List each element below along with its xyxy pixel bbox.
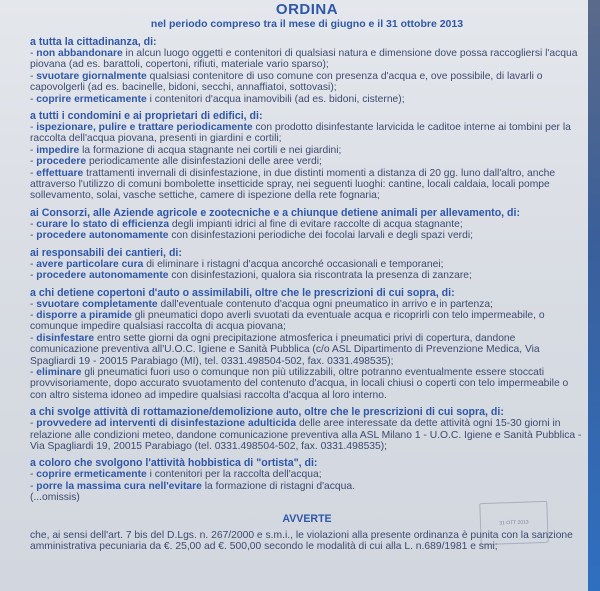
section-item: - avere particolare cura di eliminare i ristagni d'acqua ancorché occasionali e temporanei; <box>30 258 444 270</box>
section <box>30 110 584 202</box>
section-heading: a tutti i condomini e ai proprietari di edifici, di: <box>30 110 263 123</box>
item-lead: procedere autonomamente <box>36 270 169 282</box>
item-text: i contenitori d'acqua inamovibili (ad es. bidoni, cisterne); <box>146 93 405 105</box>
item-text: con prodotto disinfestante larvicida le caditoe interne ai tombini per la raccolta dell'acqua piovana, presenti in giardini e cortili; <box>30 122 571 145</box>
section-heading: a coloro che svolgono l'attività hobbistica di "ortista", di: <box>30 457 318 470</box>
section-item: - procedere periodicamente alle disinfestazioni delle aree verdi; <box>30 156 322 168</box>
section <box>30 247 584 282</box>
item-text: trattamenti invernali di disinfestazione, in due distinti momenti a distanza di 20 gg. luno dall'altro, anche attraverso l'utilizzo di comuni bombolette insetticide spray, nei seguenti luoghi: cantine, locali caldaia, locali pompe sollevamento, solai, vasche settiche, camere di ispezione della rete fognaria; <box>30 167 556 202</box>
section-item: - svuotare completamente dall'eventuale contenuto d'acqua ogni pneumatico in arrivo e in partenza; <box>30 298 493 310</box>
item-lead: provvedere ad interventi di disinfestazione adulticida <box>36 418 297 430</box>
section-item: - procedere autonomamente con disinfestazioni periodiche dei focolai larvali e degli spazi verdi; <box>30 230 473 242</box>
item-text: la formazione di acqua stagnante nei cortili e nei giardini; <box>79 144 342 156</box>
section-item: - impedire la formazione di acqua stagnante nei cortili e nei giardini; <box>30 144 342 156</box>
item-text: qualsiasi contenitore di uso comune con presenza d'acqua e, ove possibile, di lavarli o capovolgerli (ad es. bacinelle, bidoni, secchi, annaffiatoi, sottovasi); <box>30 70 543 94</box>
avverte-title: AVVERTE <box>282 512 332 525</box>
item-lead: curare lo stato di efficienza <box>36 218 170 230</box>
item-text: in alcun luogo oggetti e contenitori di qualsiasi natura e dimensione dove possa raccogliersi l'acqua piovana (ad es. barattoli, copertoni, rifiuti, materiale vario sparso); <box>30 48 578 71</box>
item-lead: ispezionare, pulire e trattare periodicamente <box>36 122 253 134</box>
poster-edge <box>588 0 600 591</box>
item-lead: impedire <box>36 144 80 156</box>
section <box>30 207 584 242</box>
item-text: di eliminare i ristagni d'acqua ancorché occasionali e temporanei; <box>143 258 444 270</box>
section <box>30 36 584 105</box>
item-text: con disinfestazioni periodiche dei focolai larvali e degli spazi verdi; <box>168 230 473 242</box>
item-lead: coprire ermeticamente <box>36 469 147 481</box>
item-text: i contenitori per la raccolta dell'acqua; <box>146 469 322 481</box>
section-item: - eliminare gli pneumatici fuori uso o comunque non più utilizzabili, oltre potranno eventualmente essere stoccati provvisoriamente, dopo accurato svuotamento del contenuto d'acqua, in locali chiusi o coperti con telo impermeabile o con altro sistema idoneo ad impedire qualsiasi raccolta d'acqua al loro interno. <box>30 366 569 401</box>
item-lead: disporre a piramide <box>36 309 132 321</box>
item-lead: porre la massima cura nell'evitare <box>36 480 202 492</box>
item-text: gli pneumatici fuori uso o comunque non più utilizzabili, oltre potranno eventualmente essere stoccati provvisoriamente, dopo accurato svuotamento del contenuto d'acqua, in locali chiusi o coperti con telo impermeabile o con altro sistema idoneo ad impedire qualsiasi raccolta d'acqua al loro interno. <box>30 366 569 401</box>
section-item: - provvedere ad interventi di disinfestazione adulticida delle aree interessate da dette attività ogni 15-30 giorni in relazione alle condizioni meteo, dandone comunicazione preventiva alla ASL Milano 1 - U.O.C. Igiene e Sanità Pubblica - Via Spagliardi 19, 20015 Parabiago (tel. 0331.498504-502, fax. 0331.498535); <box>30 418 582 452</box>
page-title: ORDINA <box>275 1 339 18</box>
item-text: periodicamente alle disinfestazioni delle aree verdi; <box>86 156 322 168</box>
item-lead: disinfestare <box>36 332 95 344</box>
section-heading: a tutta la cittadinanza, di: <box>30 36 157 48</box>
reception-stamp: 31 OTT 2013 <box>479 501 548 545</box>
omissis-note: (...omissis) <box>30 492 80 504</box>
item-text: con disinfestazioni, qualora sia riscontrata la presenza di zanzare; <box>168 270 472 282</box>
section-item: - svuotare giornalmente qualsiasi contenitore di uso comune con presenza d'acqua e, ove possibile, di lavarli o capovolgerli (ad es. bacinelle, bidoni, secchi, annaffiatoi, sottovasi); <box>30 70 543 94</box>
item-lead: procedere autonomamente <box>36 230 169 242</box>
item-text: la formazione di ristagni d'acqua. <box>201 480 355 492</box>
section-heading: ai responsabili dei cantieri, di: <box>30 246 182 259</box>
item-text: delle aree interessate da dette attività ogni 15-30 giorni in relazione alle condizioni meteo, dandone comunicazione preventiva alla ASL Milano 1 - U.O.C. Igiene e Sanità Pubblica - Via Spagliardi 19, 20015 Parabiago (tel. 0331.498504-502, fax. 0331.498535); <box>30 418 582 452</box>
section <box>30 406 584 452</box>
section <box>30 287 584 402</box>
item-lead: coprire ermeticamente <box>36 93 147 105</box>
section-item: - procedere autonomamente con disinfestazioni, qualora sia riscontrata la presenza di zanzare; <box>30 270 472 282</box>
page-subtitle: nel periodo compreso tra il mese di giugno e il 31 ottobre 2013 <box>150 18 464 30</box>
item-text: gli pneumatici dopo averli svuotati da eventuale acqua e ricoprirli con telo impermeabile, o comunque impedire qualsiasi raccolta di acqua piovana; <box>30 309 545 333</box>
item-lead: svuotare completamente <box>36 298 158 310</box>
item-text: entro sette giorni da ogni precipitazione atmosferica i pneumatici privi di copertura, dandone comunicazione preventiva all'U.O.C. Igiene e Sanità Pubblica (c/o ASL Dipartimento di Prevenzione Medica, Via Spagliardi 19 - 20015 Parabiago (MI), tel. 0331.498504-502, fax. 0331.498535); <box>30 332 540 367</box>
section-heading: a chi detiene copertoni d'auto o assimilabili, oltre che le prescrizioni di cui sopra, di: <box>30 286 455 299</box>
section-item: - non abbandonare in alcun luogo oggetti e contenitori di qualsiasi natura e dimensione dove possa raccogliersi l'acqua piovana (ad es. barattoli, copertoni, rifiuti, materiale vario sparso); <box>30 48 578 71</box>
section-item: - curare lo stato di efficienza degli impianti idrici al fine di evitare raccolte di acqua stagnante; <box>30 218 463 230</box>
item-lead: procedere <box>36 156 87 168</box>
item-lead: eliminare <box>36 366 82 378</box>
item-text: degli impianti idrici al fine di evitare raccolte di acqua stagnante; <box>169 218 463 230</box>
section-heading: ai Consorzi, alle Aziende agricole e zootecniche e a chiunque detiene animali per allevamento, di: <box>30 206 520 219</box>
avverte-text: che, ai sensi dell'art. 7 bis del D.Lgs. n. 267/2000 e s.m.i., le violazioni alla presente ordinanza è punita con la sanzione amministrativa pecuniaria da €. 25,00 ad €. 500,00 secondo le modalità di cui alla L. n.689/1981 e smi; <box>30 529 573 552</box>
item-lead: svuotare giornalmente <box>36 70 147 82</box>
item-text: dall'eventuale contenuto d'acqua ogni pneumatico in arrivo e in partenza; <box>157 298 493 310</box>
section-item: - coprire ermeticamente i contenitori per la raccolta dell'acqua; <box>30 469 322 481</box>
item-lead: effettuare <box>36 167 84 179</box>
section <box>30 457 584 503</box>
section-heading: a chi svolge attività di rottamazione/demolizione auto, oltre che le prescrizioni di cui sopra, di: <box>30 406 504 419</box>
section-item: - porre la massima cura nell'evitare la formazione di ristagni d'acqua. <box>30 480 355 492</box>
section-item: - coprire ermeticamente i contenitori d'acqua inamovibili (ad es. bidoni, cisterne); <box>30 93 405 105</box>
section-item: - effettuare trattamenti invernali di disinfestazione, in due distinti momenti a distanza di 20 gg. luno dall'altro, anche attraverso l'utilizzo di comuni bombolette insetticide spray, nei seguenti luoghi: cantine, locali caldaia, locali pompe sollevamento, solai, vasche settiche, camere di ispezione della rete fognaria; <box>30 167 556 202</box>
section-item: - disinfestare entro sette giorni da ogni precipitazione atmosferica i pneumatici privi di copertura, dandone comunicazione preventiva all'U.O.C. Igiene e Sanità Pubblica (c/o ASL Dipartimento di Prevenzione Medica, Via Spagliardi 19 - 20015 Parabiago (MI), tel. 0331.498504-502, fax. 0331.498535); <box>30 332 540 367</box>
item-lead: non abbandonare <box>36 48 123 59</box>
section-item: - ispezionare, pulire e trattare periodicamente con prodotto disinfestante larvicida le caditoe interne ai tombini per la raccolta dell'acqua piovana, presenti in giardini e cortili; <box>30 122 571 145</box>
ordinance-body <box>30 0 584 552</box>
item-lead: avere particolare cura <box>36 258 144 270</box>
sections-container <box>30 36 584 504</box>
section-item: - disporre a piramide gli pneumatici dopo averli svuotati da eventuale acqua e ricoprirli con telo impermeabile, o comunque impedire qualsiasi raccolta di acqua piovana; <box>30 309 545 333</box>
